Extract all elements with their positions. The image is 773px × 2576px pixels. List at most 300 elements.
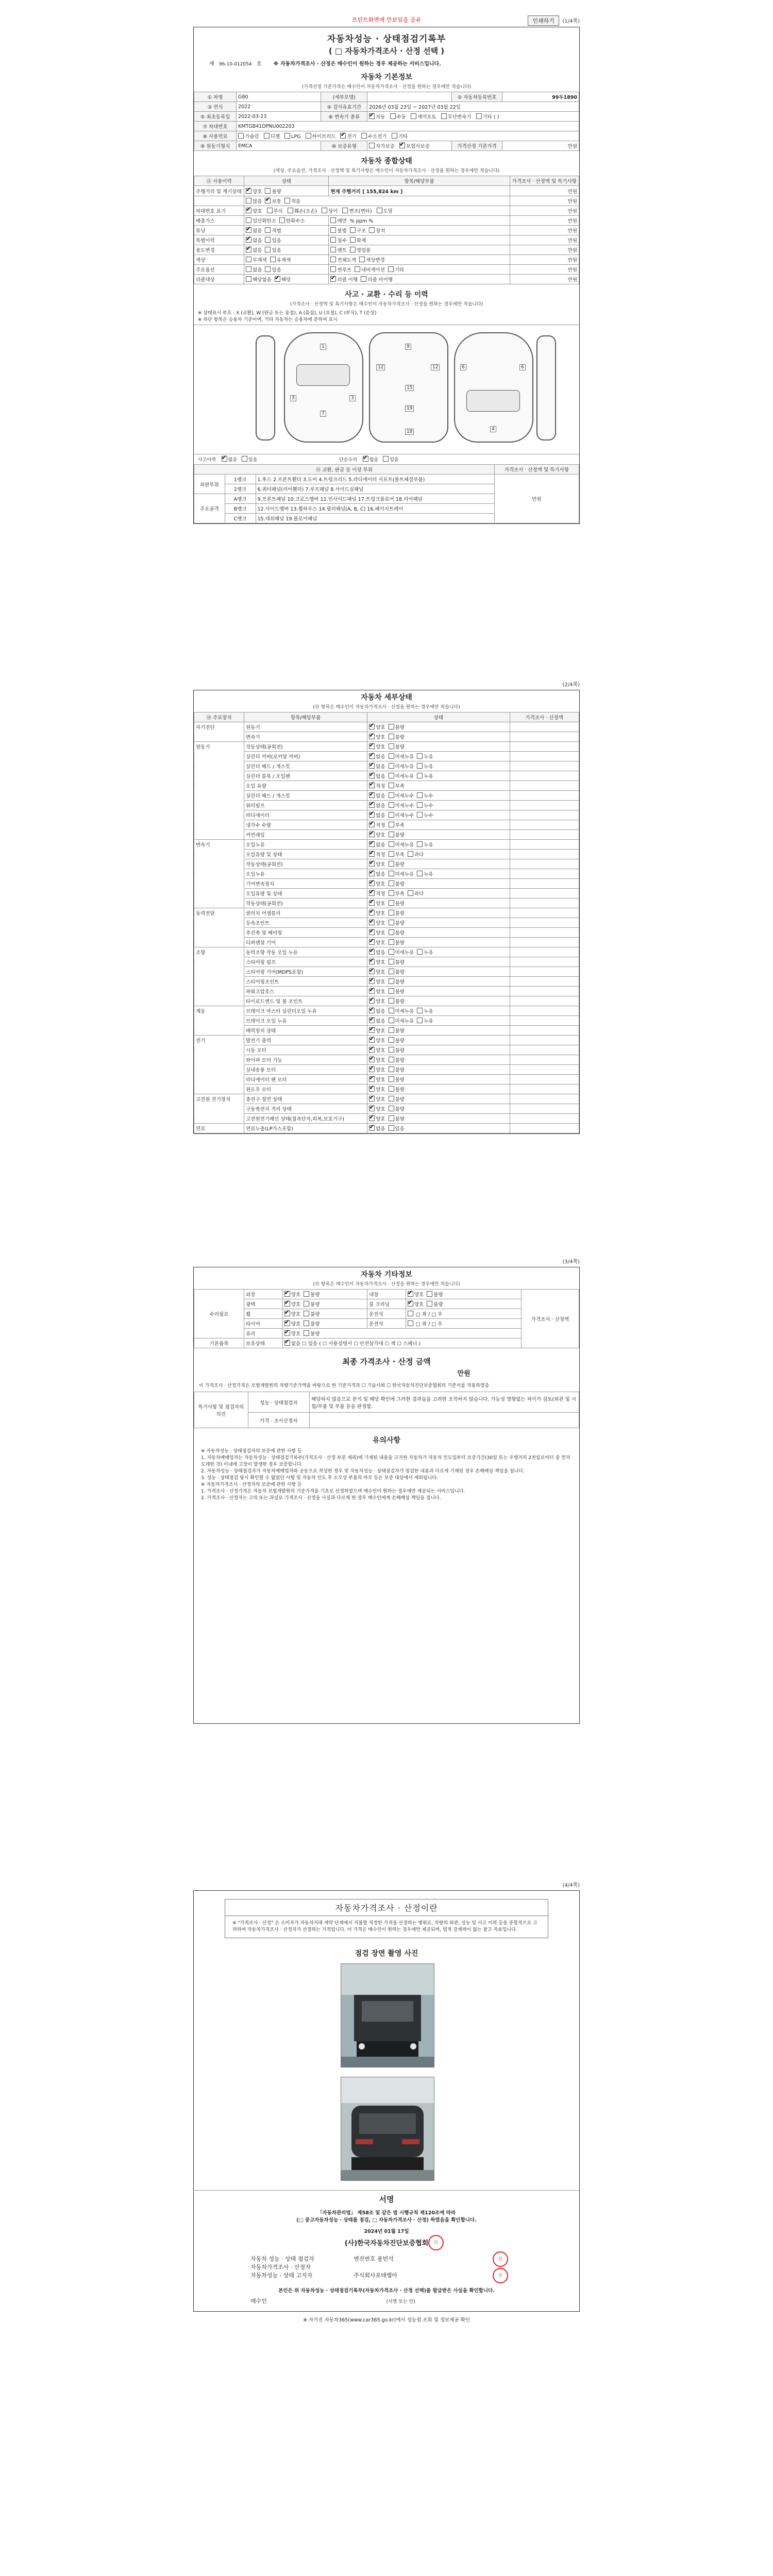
- checkbox-checked[interactable]: [399, 143, 405, 148]
- checkbox[interactable]: [389, 969, 394, 974]
- checkbox-checked[interactable]: [284, 1291, 290, 1297]
- checkbox[interactable]: [411, 113, 416, 119]
- checkbox[interactable]: [330, 247, 336, 252]
- detail-group: [194, 801, 244, 810]
- detail-item: 배력장치 상태: [244, 1026, 367, 1036]
- checkbox-checked[interactable]: [340, 133, 346, 139]
- checkbox[interactable]: [389, 1086, 394, 1092]
- detail-item: 원동기: [244, 722, 367, 732]
- checkbox-checked[interactable]: [246, 247, 251, 252]
- checkbox[interactable]: [408, 1311, 413, 1316]
- checkbox-checked[interactable]: [369, 832, 375, 837]
- checkbox[interactable]: [389, 792, 394, 798]
- overall-row-name: 배출가스: [194, 216, 244, 226]
- checkbox[interactable]: [390, 113, 396, 119]
- checkbox[interactable]: [389, 724, 394, 730]
- checkbox[interactable]: [238, 133, 244, 139]
- detail-row: [194, 928, 579, 938]
- checkbox-checked[interactable]: [369, 978, 375, 984]
- detail-state: [367, 967, 510, 977]
- checkbox-checked[interactable]: [369, 890, 375, 896]
- overall-row-name: 색상: [194, 255, 244, 265]
- rank1-items: 1.후드 2.프론트휀더 3.도어 4.트렁크리드 5.라디에이터 서포트(볼트체결부품): [256, 474, 494, 484]
- checkbox[interactable]: [389, 920, 394, 925]
- checkbox[interactable]: [389, 910, 394, 916]
- detail-state: [367, 928, 510, 938]
- detail-state-label: 적정: [376, 823, 385, 828]
- other-subtitle: (⑮ 항목은 매수인이 자동차가격조사 · 산정을 원하는 경우에만 적습니다): [313, 1282, 460, 1287]
- detail-price: [510, 1045, 579, 1055]
- print-button[interactable]: 인쇄하기: [528, 15, 559, 26]
- checkbox[interactable]: [389, 841, 394, 847]
- car-frame-view: [369, 332, 448, 443]
- detail-row: [194, 722, 579, 732]
- checkbox[interactable]: [408, 890, 413, 896]
- checkbox[interactable]: [389, 959, 394, 964]
- checkbox[interactable]: [284, 133, 290, 139]
- checkbox-checked[interactable]: [369, 1037, 375, 1043]
- detail-state-label: 불량: [395, 882, 405, 887]
- detail-state-label: 누수: [424, 793, 433, 799]
- detail-row: [194, 938, 579, 947]
- detail-state: [367, 1016, 510, 1026]
- checkbox[interactable]: [389, 851, 394, 857]
- checkbox[interactable]: [389, 812, 394, 818]
- checkbox-checked[interactable]: [408, 1291, 413, 1297]
- checkbox[interactable]: [389, 1057, 394, 1062]
- checkbox-checked[interactable]: [369, 988, 375, 994]
- detail-state: [367, 859, 510, 869]
- checkbox-checked[interactable]: [369, 841, 375, 847]
- checkbox[interactable]: [389, 998, 394, 1004]
- detail-item: 시동 모터: [244, 1045, 367, 1055]
- detail-group: [194, 918, 244, 928]
- checkbox[interactable]: [389, 900, 394, 906]
- detail-group: [194, 830, 244, 840]
- checkbox[interactable]: [389, 939, 394, 945]
- accident-table: [194, 464, 579, 523]
- detail-row: [194, 791, 579, 801]
- checkbox-checked[interactable]: [369, 724, 375, 730]
- checkbox[interactable]: [304, 1291, 309, 1297]
- checkbox-checked[interactable]: [369, 1008, 375, 1013]
- checkbox[interactable]: [246, 276, 251, 282]
- accident-subtitle: (가격조사 · 산정액 및 특기사항은 매수인이 자동차가격조사 · 산정을 원하는 경우에만 적습니다): [290, 302, 483, 307]
- checkbox[interactable]: [304, 1301, 309, 1307]
- checkbox-checked[interactable]: [369, 792, 375, 798]
- detail-state-label: 미세누수: [395, 803, 414, 809]
- checkbox[interactable]: [389, 1106, 394, 1111]
- detail-price: [510, 1016, 579, 1026]
- checkbox[interactable]: [288, 208, 293, 213]
- checkbox-checked[interactable]: [369, 910, 375, 916]
- first-reg-label: ⑤ 최초등록일: [194, 112, 237, 122]
- page-number: (3/4쪽): [562, 1259, 580, 1265]
- overall-row-state: ✔ 양호 불량: [244, 186, 329, 196]
- checkbox-checked[interactable]: [246, 188, 251, 194]
- overall-price: 만원: [510, 206, 579, 216]
- checkbox-checked[interactable]: [369, 1076, 375, 1082]
- checkbox[interactable]: [267, 208, 273, 213]
- checkbox[interactable]: [342, 208, 348, 213]
- accident-title: 사고 · 교환 · 수리 등 이력: [345, 291, 428, 299]
- base-item: 보유상태: [244, 1338, 283, 1348]
- first-reg-value: 2022-03-23: [237, 112, 321, 122]
- checkbox-checked[interactable]: [369, 734, 375, 739]
- inspect-period-label: ④ 검사유효기간: [321, 102, 367, 112]
- checkbox[interactable]: [417, 871, 423, 876]
- checkbox[interactable]: [242, 456, 247, 462]
- checkbox[interactable]: [417, 802, 423, 808]
- checkbox-checked[interactable]: [246, 227, 251, 233]
- checkbox-checked[interactable]: [369, 871, 375, 876]
- checkbox[interactable]: [359, 257, 365, 262]
- detail-group: 원동기: [194, 742, 244, 752]
- checkbox-checked[interactable]: [369, 929, 375, 935]
- detail-row: [194, 771, 579, 781]
- checkbox-checked[interactable]: [284, 1330, 290, 1336]
- overall-row-name: 차대번호 표기: [194, 206, 244, 216]
- checkbox[interactable]: [350, 227, 356, 233]
- checkbox[interactable]: [265, 247, 271, 252]
- car-name-value: G80: [237, 92, 321, 102]
- part-number: 12: [431, 364, 440, 370]
- checkbox[interactable]: [304, 1330, 309, 1336]
- checkbox[interactable]: [441, 113, 447, 119]
- other-table: [194, 1289, 579, 1348]
- checkbox[interactable]: [476, 113, 482, 119]
- checkbox[interactable]: [270, 257, 276, 262]
- part-number: 4: [490, 426, 496, 432]
- other-item: 광택: [244, 1299, 283, 1309]
- checkbox[interactable]: [265, 237, 271, 243]
- checkbox-checked[interactable]: [369, 920, 375, 925]
- overall-price: 만원: [510, 245, 579, 255]
- checkbox[interactable]: [361, 276, 366, 282]
- checkbox-checked[interactable]: [369, 1125, 375, 1131]
- checkbox[interactable]: [389, 743, 394, 749]
- detail-state: [367, 947, 510, 957]
- detail-state-label: 미세누수: [395, 793, 414, 799]
- checkbox[interactable]: [322, 208, 327, 213]
- detail-row: [194, 1065, 579, 1075]
- overall-col2: 상태: [244, 176, 329, 186]
- checkbox-checked[interactable]: [369, 743, 375, 749]
- checkbox[interactable]: [389, 1066, 394, 1072]
- overall-row-detail: 불법 구조 장치: [329, 226, 510, 235]
- checkbox[interactable]: [389, 880, 394, 886]
- checkbox[interactable]: [389, 890, 394, 896]
- checkbox[interactable]: [389, 1125, 394, 1131]
- detail-state-label: 누유: [424, 872, 433, 877]
- part-number: 3: [290, 395, 296, 401]
- checkbox-checked[interactable]: [369, 900, 375, 906]
- checkbox[interactable]: [369, 227, 375, 233]
- checkbox-checked[interactable]: [369, 822, 375, 827]
- detail-body: [194, 722, 579, 1133]
- checkbox[interactable]: [265, 188, 271, 194]
- detail-state-label: 없음: [376, 1019, 385, 1024]
- checkbox-checked[interactable]: [369, 802, 375, 808]
- checkbox-checked[interactable]: [284, 1320, 290, 1326]
- checkbox-checked[interactable]: [222, 456, 227, 462]
- detail-state-label: 불량: [395, 1048, 405, 1054]
- detail-state-label: 불량: [395, 1038, 405, 1044]
- checkbox[interactable]: [350, 237, 356, 243]
- checkbox[interactable]: [389, 1047, 394, 1053]
- other-item: 휠: [244, 1309, 283, 1319]
- checkbox-checked[interactable]: [369, 753, 375, 759]
- checkbox[interactable]: [389, 929, 394, 935]
- buyer-sign: (서명 또는 인): [386, 2299, 415, 2304]
- checkbox-checked[interactable]: [284, 1311, 290, 1316]
- checkbox-checked[interactable]: [369, 959, 375, 964]
- checkbox-checked[interactable]: [369, 861, 375, 867]
- basic-title: 자동차 기본정보: [361, 73, 412, 81]
- detail-state-label: 누유: [424, 1019, 433, 1024]
- detail-group: [194, 879, 244, 889]
- report-header: [194, 27, 579, 70]
- detail-state: [367, 742, 510, 752]
- checkbox-checked[interactable]: [246, 237, 251, 243]
- other-state: ✔ 양호 불량: [282, 1319, 367, 1329]
- checkbox[interactable]: [389, 988, 394, 994]
- checkbox[interactable]: [246, 257, 251, 262]
- checkbox[interactable]: [389, 802, 394, 808]
- detail-state-label: 누유: [424, 764, 433, 770]
- checkbox-checked[interactable]: [363, 456, 368, 462]
- checkbox[interactable]: [264, 133, 270, 139]
- detail-state: [367, 1104, 510, 1114]
- checkbox[interactable]: [389, 949, 394, 955]
- detail-state-label: 없음: [376, 842, 385, 848]
- detail-row: [194, 899, 579, 908]
- detail-state-label: 없음: [376, 872, 385, 877]
- checkbox[interactable]: [389, 1037, 394, 1043]
- checkbox[interactable]: [417, 841, 423, 847]
- checkbox[interactable]: [427, 1301, 432, 1307]
- detail-group: [194, 938, 244, 947]
- detail-group: [194, 1114, 244, 1124]
- checkbox-checked[interactable]: [369, 998, 375, 1004]
- detail-state: [367, 771, 510, 781]
- checkbox-checked[interactable]: [369, 773, 375, 778]
- checkbox[interactable]: [304, 1320, 309, 1326]
- checkbox[interactable]: [408, 851, 413, 857]
- detail-price: [510, 1094, 579, 1104]
- checkbox-checked[interactable]: [369, 763, 375, 769]
- plate-value: 99두1890: [502, 92, 579, 102]
- other-item: 외장: [244, 1290, 283, 1299]
- other-title: 자동차 기타정보: [361, 1270, 412, 1279]
- checkbox-checked[interactable]: [369, 783, 375, 788]
- checkbox[interactable]: [389, 1018, 394, 1023]
- checkbox[interactable]: [265, 266, 271, 272]
- checkbox[interactable]: [417, 763, 423, 769]
- checkbox[interactable]: [330, 217, 336, 223]
- checkbox[interactable]: [389, 753, 394, 759]
- checkbox[interactable]: [350, 247, 356, 252]
- detail-state: [367, 908, 510, 918]
- detail-group: [194, 820, 244, 830]
- basic-subtitle: (가격산정 기준가격은 매수인이 자동차가격조사 · 산정을 원하는 경우에만 적습니다): [301, 84, 472, 90]
- checkbox-checked[interactable]: [369, 812, 375, 818]
- detail-state: [367, 1084, 510, 1094]
- detail-head-item: 항목/해당부품: [244, 713, 367, 722]
- checkbox[interactable]: [355, 266, 360, 272]
- detail-group: [194, 957, 244, 967]
- checkbox-checked[interactable]: [275, 276, 280, 282]
- detail-state-label: 불량: [395, 735, 405, 740]
- page-3: [193, 1257, 580, 1724]
- detail-state-label: 불량: [395, 940, 405, 946]
- other-state: ✔ 양호 불량: [282, 1299, 367, 1309]
- checkbox[interactable]: [417, 949, 423, 955]
- detail-state-label: 양호: [376, 989, 385, 995]
- checkbox[interactable]: [330, 237, 336, 243]
- detail-state: [367, 879, 510, 889]
- checkbox[interactable]: [388, 266, 394, 272]
- checkbox-checked[interactable]: [369, 939, 375, 945]
- checkbox[interactable]: [389, 734, 394, 739]
- detail-state: [367, 781, 510, 791]
- checkbox[interactable]: [389, 1027, 394, 1033]
- checkbox[interactable]: [361, 133, 367, 139]
- checkbox[interactable]: [389, 763, 394, 769]
- opinion-inspector: 성능 · 상태점검자: [248, 1392, 310, 1413]
- checkbox[interactable]: [389, 773, 394, 778]
- checkbox[interactable]: [417, 792, 423, 798]
- checkbox[interactable]: [383, 456, 389, 462]
- checkbox[interactable]: [408, 1320, 413, 1326]
- detail-row: [194, 1055, 579, 1065]
- detail-row: [194, 918, 579, 928]
- detail-item: 오일유량 및 상태: [244, 889, 367, 899]
- checkbox[interactable]: [304, 1311, 309, 1316]
- detail-state-label: 적정: [376, 852, 385, 858]
- checkbox-checked[interactable]: [265, 198, 271, 204]
- part-number: 12: [376, 364, 385, 370]
- detail-group: [194, 732, 244, 742]
- accident-note-1: ※ 상태표시 부호 : X (교환), W (판금 또는 용접), A (흠집), U (요철), C (부식), T (손상): [198, 311, 377, 316]
- checkbox[interactable]: [389, 822, 394, 827]
- detail-state-label: 불량: [395, 1077, 405, 1083]
- checkbox[interactable]: [427, 1291, 432, 1297]
- checkbox[interactable]: [246, 198, 251, 204]
- checkbox[interactable]: [330, 227, 336, 233]
- checkbox[interactable]: [417, 773, 423, 778]
- checkbox[interactable]: [417, 1018, 423, 1023]
- checkbox[interactable]: [330, 266, 336, 272]
- other-state: ✔ 양호 불량: [282, 1329, 521, 1338]
- overall-row-name: 리콜대상: [194, 275, 244, 284]
- checkbox-checked[interactable]: [369, 1057, 375, 1062]
- detail-price: [510, 1006, 579, 1016]
- car-model-value: [367, 92, 452, 102]
- checkbox-checked[interactable]: [369, 113, 375, 119]
- checkbox-checked[interactable]: [246, 208, 251, 213]
- checkbox-checked[interactable]: [369, 969, 375, 974]
- detail-item: 오일 유량: [244, 781, 367, 791]
- checkbox[interactable]: [389, 978, 394, 984]
- checkbox[interactable]: [265, 227, 271, 233]
- checkbox[interactable]: [389, 1096, 394, 1101]
- checkbox[interactable]: [279, 217, 285, 223]
- detail-state-label: 불량: [395, 960, 405, 965]
- checkbox-checked[interactable]: [369, 1027, 375, 1033]
- checkbox[interactable]: [417, 753, 423, 759]
- checkbox[interactable]: [417, 1008, 423, 1013]
- checkbox[interactable]: [369, 143, 375, 148]
- checkbox-checked[interactable]: [369, 880, 375, 886]
- checkbox[interactable]: [389, 1008, 394, 1013]
- overall-price: 만원: [510, 235, 579, 245]
- checkbox-checked[interactable]: [284, 1301, 290, 1307]
- checkbox[interactable]: [417, 812, 423, 818]
- checkbox-checked[interactable]: [330, 276, 336, 282]
- detail-state: [367, 791, 510, 801]
- detail-row: [194, 1036, 579, 1045]
- guide-box: [225, 1899, 548, 1938]
- detail-group: 자기진단: [194, 722, 244, 732]
- checkbox-checked[interactable]: [284, 1340, 290, 1346]
- detail-state: [367, 918, 510, 928]
- detail-price: [510, 1114, 579, 1124]
- checkbox[interactable]: [389, 871, 394, 876]
- checkbox[interactable]: [392, 133, 397, 139]
- checkbox-checked[interactable]: [408, 1301, 413, 1307]
- car-rear-photo: [341, 2077, 434, 2180]
- checkbox[interactable]: [284, 198, 290, 204]
- checkbox-checked[interactable]: [369, 1047, 375, 1053]
- detail-row: [194, 1075, 579, 1084]
- part-number: 1: [320, 344, 326, 350]
- checkbox-checked[interactable]: [369, 1106, 375, 1111]
- base-options: ✔ 없음 ☐ 있음 ( ☐ 사용설명서 ☐ 안전삼각대 ☐ 잭 ☐ 스패너 ): [282, 1338, 521, 1348]
- part-number: 7: [320, 411, 326, 417]
- detail-price: [510, 889, 579, 899]
- checkbox[interactable]: [246, 217, 251, 223]
- detail-state-label: 불량: [395, 833, 405, 838]
- checkbox[interactable]: [330, 257, 336, 262]
- checkbox-checked[interactable]: [369, 949, 375, 955]
- checkbox[interactable]: [389, 1115, 394, 1121]
- detail-price: [510, 1104, 579, 1114]
- inspect-period-value: 2026년 03월 23일 ~ 2027년 03월 22일: [367, 102, 579, 112]
- checkbox[interactable]: [389, 1076, 394, 1082]
- checkbox[interactable]: [389, 861, 394, 867]
- detail-state: [367, 899, 510, 908]
- detail-state-label: 불량: [395, 1107, 405, 1112]
- overall-price: 만원: [510, 196, 579, 206]
- checkbox[interactable]: [389, 832, 394, 837]
- report-frame-2: [193, 690, 580, 1134]
- checkbox-checked[interactable]: [369, 1066, 375, 1072]
- checkbox[interactable]: [389, 783, 394, 788]
- checkbox-checked[interactable]: [369, 851, 375, 857]
- checkbox[interactable]: [246, 266, 251, 272]
- checkbox-checked[interactable]: [369, 1096, 375, 1101]
- detail-row: [194, 889, 579, 899]
- checkbox[interactable]: [377, 208, 382, 213]
- detail-row: [194, 1026, 579, 1036]
- checkbox-checked[interactable]: [369, 1018, 375, 1023]
- checkbox-checked[interactable]: [369, 1086, 375, 1092]
- checkbox-checked[interactable]: [369, 1115, 375, 1121]
- car-model-label: (세부모델): [321, 92, 367, 102]
- other-state2: □ 좌 / □ 우: [406, 1319, 521, 1329]
- checkbox[interactable]: [306, 133, 311, 139]
